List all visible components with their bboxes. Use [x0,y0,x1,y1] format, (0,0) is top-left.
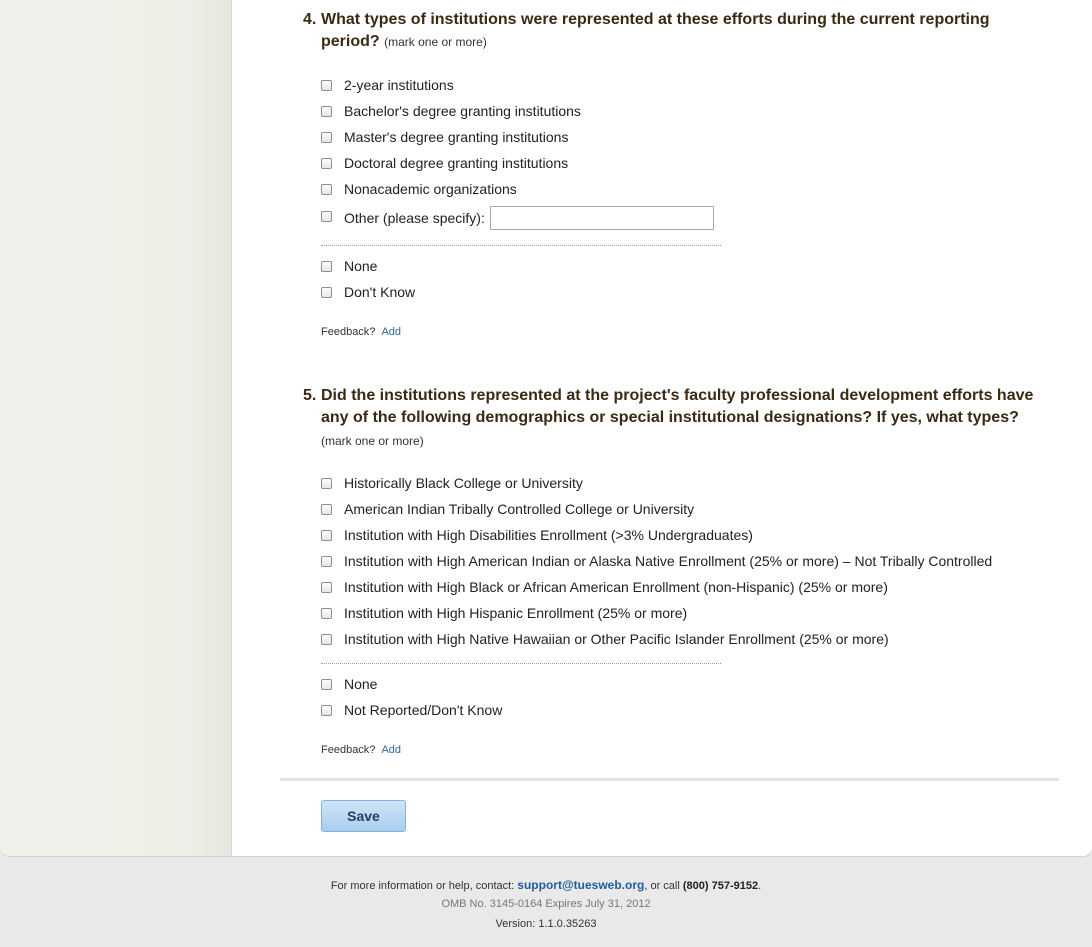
question-4-title [303,9,1043,53]
divider [321,663,721,664]
checkbox[interactable] [321,582,332,593]
sidebar [0,0,232,856]
q5-feedback [321,744,401,756]
q4-option-dont-know[interactable] [321,282,415,302]
checkbox[interactable] [321,184,332,195]
q5-option-disabilities[interactable] [321,525,753,545]
checkbox[interactable] [321,211,332,222]
checkbox[interactable] [321,80,332,91]
checkbox[interactable] [321,106,332,117]
checkbox[interactable] [321,705,332,716]
option-label: Institution with High Native Hawaiian or Other Pacific Islander Enrollment (25% or more) [344,631,889,647]
q4-option-masters[interactable] [321,127,568,147]
option-label: 2-year institutions [344,77,454,93]
footer-omb: OMB No. 3145-0164 Expires July 31, 2012 [441,898,651,910]
option-label: Historically Black College or University [344,475,583,491]
question-4-number: 4. [303,11,317,28]
question-5-hint: (mark one or more) [321,434,424,448]
option-label: None [344,676,378,692]
option-label: Don't Know [344,284,416,300]
support-email-link[interactable]: support@tuesweb.org [517,878,645,892]
q5-option-hbcu[interactable] [321,473,583,493]
feedback-label: Feedback? [321,744,376,756]
checkbox[interactable] [321,634,332,645]
checkbox[interactable] [321,679,332,690]
q5-option-not-reported[interactable] [321,700,502,720]
question-5-number: 5. [303,387,317,404]
question-5-text: Did the institutions represented at the project's faculty professional development efforts have any of the following demographics or special institutional designations? If yes, what types? [321,387,1034,426]
q5-option-none[interactable] [321,674,377,694]
footer-contact-prefix: For more information or help, contact: [330,880,515,892]
checkbox[interactable] [321,261,332,272]
other-specify-input[interactable] [490,206,714,230]
q5-option-black[interactable] [321,577,888,597]
feedback-add-link[interactable]: Add [381,744,402,756]
checkbox[interactable] [321,530,332,541]
q4-option-2-year[interactable] [321,75,454,95]
checkbox[interactable] [321,556,332,567]
option-label: Institution with High Black or African American Enrollment (non-Hispanic) (25% or more) [344,579,888,595]
divider [321,245,721,246]
question-4-hint: (mark one or more) [384,35,487,49]
feedback-add-link[interactable]: Add [381,326,402,338]
option-label: None [344,258,378,274]
question-5-title [303,385,1043,429]
feedback-label: Feedback? [321,326,376,338]
q4-option-other[interactable] [321,206,714,230]
q4-option-nonacademic[interactable] [321,179,517,199]
footer-contact [0,878,1092,892]
option-label: Other (please specify): [344,210,485,226]
section-separator [280,778,1059,781]
option-label: Doctoral degree granting institutions [344,155,569,171]
footer-call-text: , or call [644,880,680,892]
checkbox[interactable] [321,132,332,143]
footer-version: Version: 1.1.0.35263 [495,918,597,930]
option-label: Not Reported/Don't Know [344,702,503,718]
question-4-text: What types of institutions were represented at these efforts during the current reporting period? [321,11,990,50]
option-label: Institution with High Disabilities Enrollment (>3% Undergraduates) [344,527,753,543]
option-label: Institution with High American Indian or Alaska Native Enrollment (25% or more) – Not Tribally Controlled [344,553,993,569]
save-button[interactable]: Save [321,800,406,832]
option-label: American Indian Tribally Controlled College or University [344,501,695,517]
support-phone: (800) 757-9152 [682,880,759,892]
q5-option-american-indian[interactable] [321,551,992,571]
q4-option-doctoral[interactable] [321,153,568,173]
checkbox[interactable] [321,504,332,515]
q4-option-none[interactable] [321,256,377,276]
option-label: Institution with High Hispanic Enrollment (25% or more) [344,605,688,621]
checkbox[interactable] [321,287,332,298]
option-label: Nonacademic organizations [344,181,517,197]
option-label: Master's degree granting institutions [344,129,569,145]
q5-option-hispanic[interactable] [321,603,687,623]
q4-feedback [321,326,401,338]
q5-option-pacific-islander[interactable] [321,629,889,649]
footer-period: . [758,880,762,892]
q4-option-bachelors[interactable] [321,101,581,121]
checkbox[interactable] [321,608,332,619]
option-label: Bachelor's degree granting institutions [344,103,581,119]
checkbox[interactable] [321,158,332,169]
q5-option-tribal[interactable] [321,499,694,519]
checkbox[interactable] [321,478,332,489]
